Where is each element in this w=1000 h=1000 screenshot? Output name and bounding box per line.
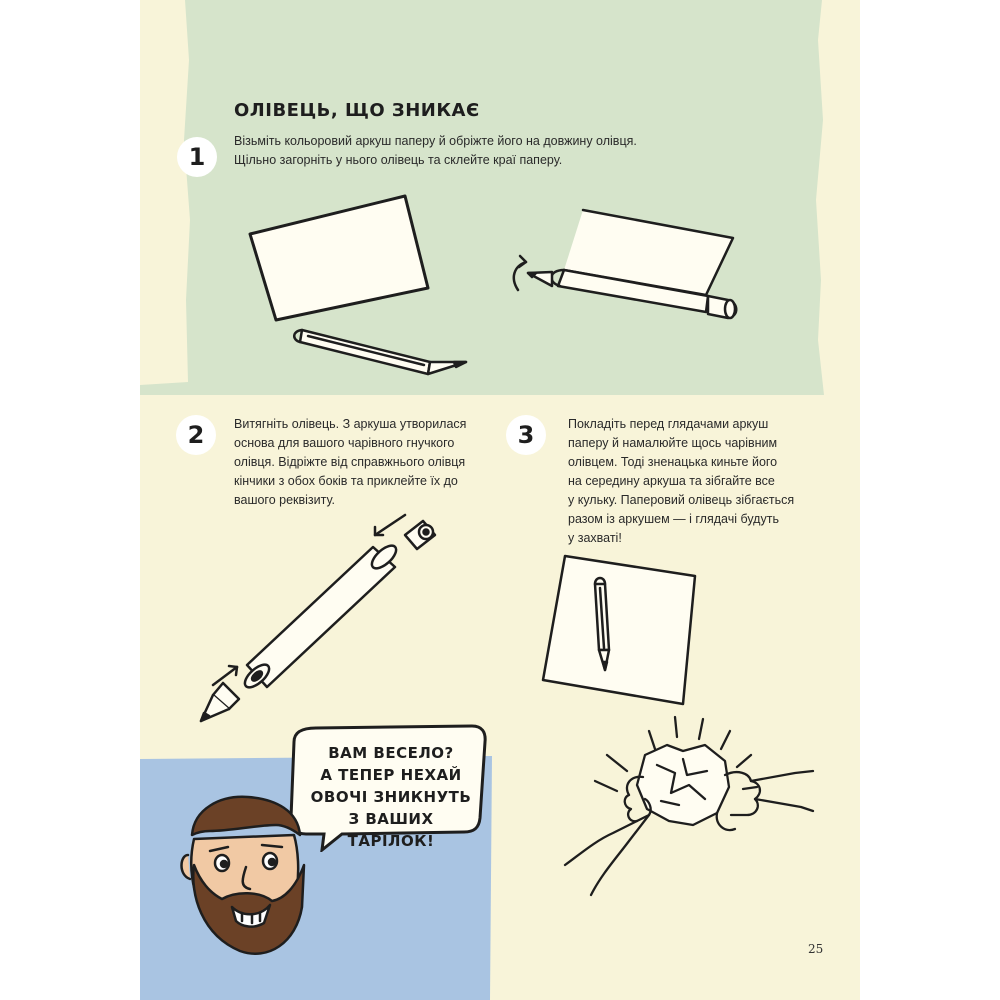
paper-tube-icon <box>241 542 400 691</box>
paper-and-pencil-illustration <box>240 190 480 380</box>
pencil-eraser-end-icon <box>405 521 435 549</box>
crumpled-paper-hands-icon <box>565 717 813 895</box>
step-2-badge: 2 <box>176 415 216 455</box>
arrow-icon <box>375 515 405 535</box>
pencil-on-paper-illustration <box>525 550 705 710</box>
rolled-paper-pencil-icon <box>528 210 736 318</box>
pencil-icon <box>294 330 466 374</box>
pencil-tip-icon <box>201 683 239 721</box>
rolling-pencil-illustration <box>508 200 748 340</box>
step-1-badge: 1 <box>177 137 217 177</box>
step-3-text: Покладіть перед глядачами аркуш паперу й намалюйте щось чарівним олівцем. Тоді зненацька киньте його на середину аркуша та зібгайте все у кульку. Паперовий олівець зібгається разом із аркушем — і глядачі будуть у захваті! <box>568 417 795 545</box>
book-page <box>140 0 860 1000</box>
step-3-badge: 3 <box>506 415 546 455</box>
step-2-text: Витягніть олівець. З аркуша утворилася основа для вашого чарівного гнучкого олівця. Відріжте від справжнього олівця кінчики з обох боків та приклейте їх до вашого реквізиту. <box>234 417 467 507</box>
paper-tube-illustration <box>195 505 475 735</box>
rotate-arrow-icon <box>514 256 526 290</box>
step-1-text: Візьміть кольоровий аркуш паперу й обріжте його на довжину олівця. Щільно загорніть у нього олівець та склейте краї паперу. <box>234 134 637 167</box>
crumpling-hands-illustration <box>565 715 815 915</box>
bearded-man-avatar <box>180 795 310 965</box>
page-title: ОЛІВЕЦЬ, ЩО ЗНИКАЄ <box>234 100 480 121</box>
speech-bubble-text: ВАМ ВЕСЕЛО? А ТЕПЕР НЕХАЙ ОВОЧІ ЗНИКНУТЬ З ВАШИХ ТАРІЛОК! <box>310 744 472 850</box>
paper-sheet-icon <box>250 196 428 320</box>
page-number: 25 <box>808 942 824 956</box>
arrow-icon <box>213 666 237 685</box>
paper-sheet-icon <box>543 556 695 704</box>
